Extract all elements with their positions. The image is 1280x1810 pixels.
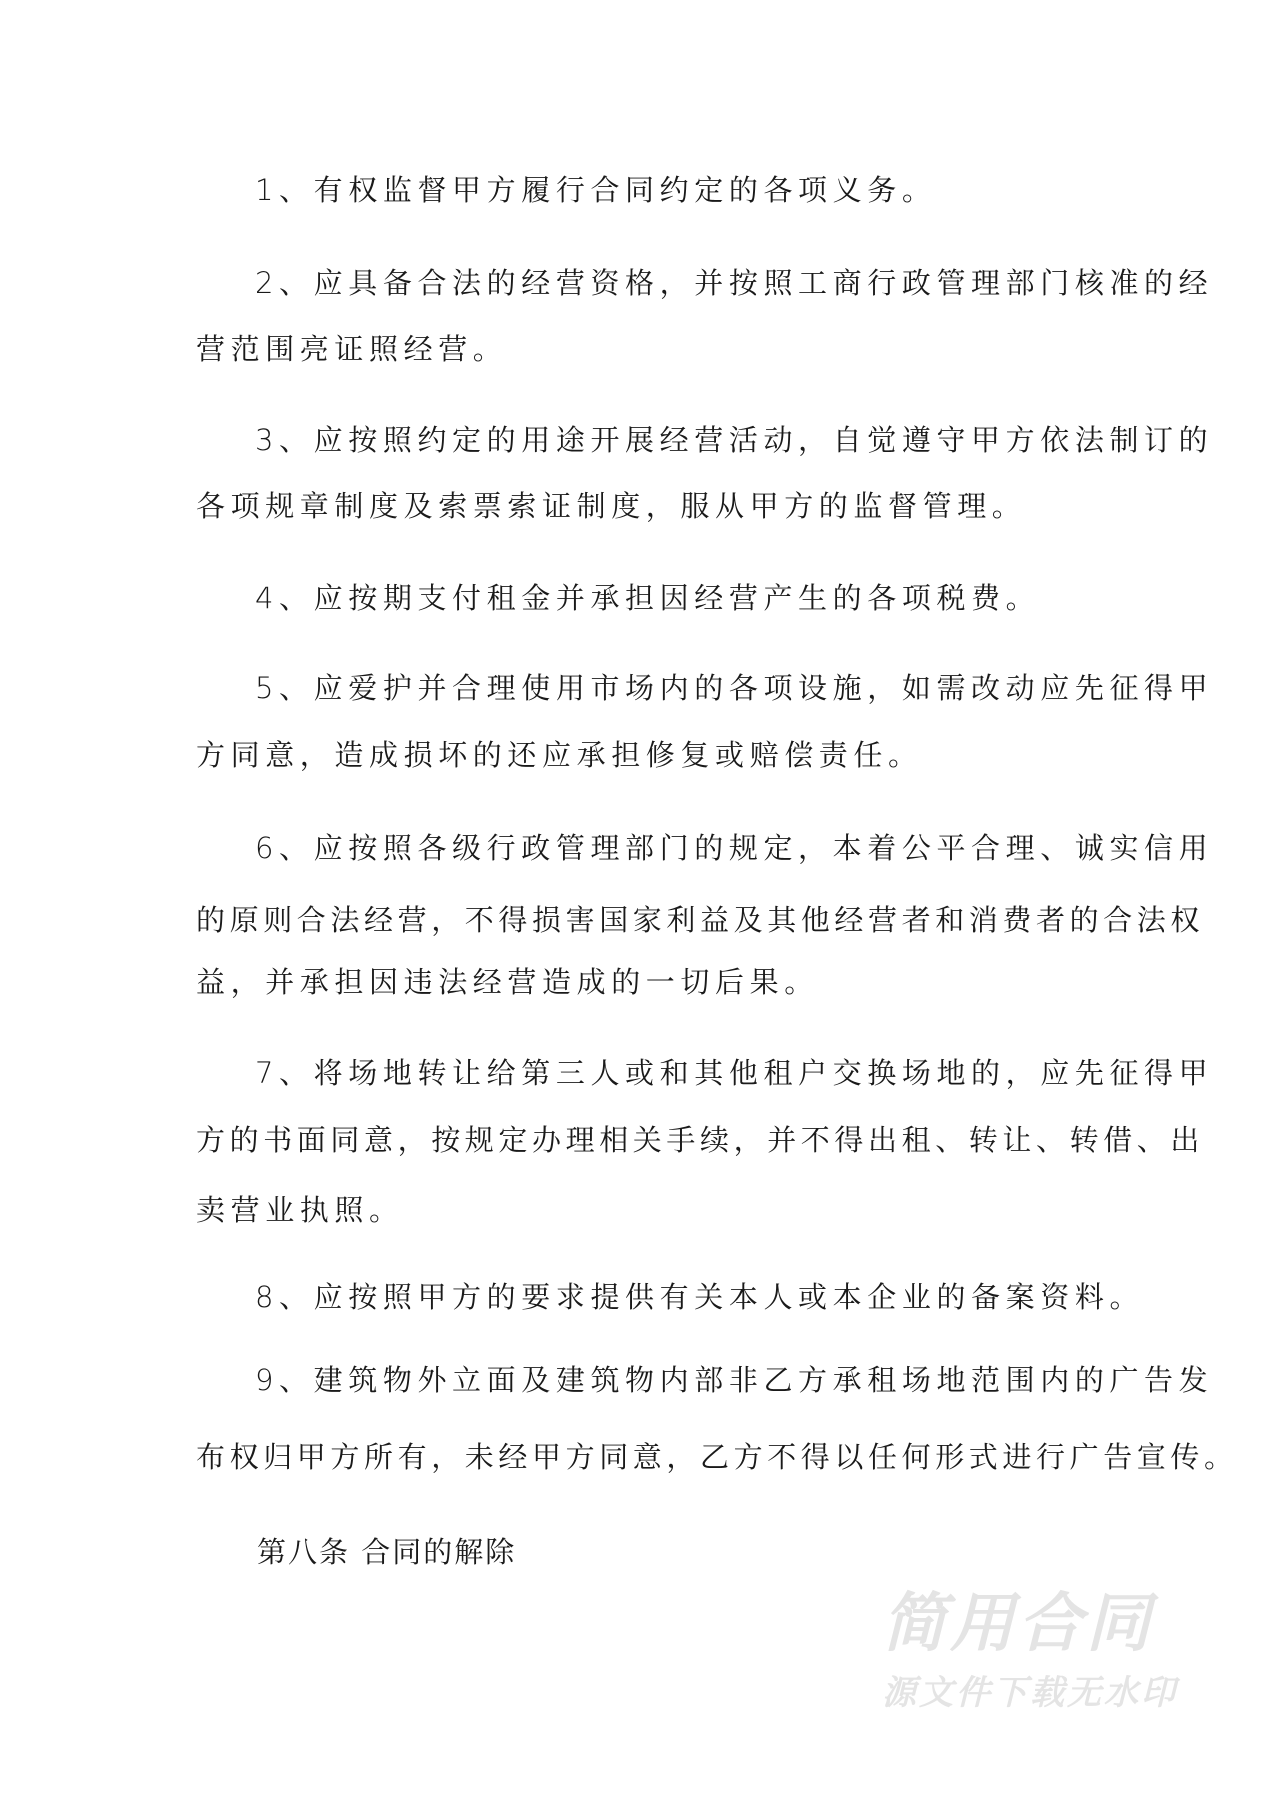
watermark-subtitle: 源文件下载无水印 bbox=[882, 1673, 1178, 1713]
watermark-title: 简用合同 bbox=[882, 1587, 1154, 1661]
paragraph-item-8-line-1: 8、应按照甲方的要求提供有关本人或本企业的备案资料。 bbox=[255, 1280, 1145, 1314]
paragraph-item-7-line-1: 7、将场地转让给第三人或和其他租户交换场地的，应先征得甲 bbox=[255, 1056, 1214, 1090]
paragraph-item-5-line-1: 5、应爱护并合理使用市场内的各项设施，如需改动应先征得甲 bbox=[255, 671, 1214, 705]
paragraph-item-6-line-1: 6、应按照各级行政管理部门的规定，本着公平合理、诚实信用 bbox=[255, 831, 1214, 865]
paragraph-item-7-line-3: 卖营业执照。 bbox=[196, 1193, 404, 1227]
paragraph-item-7-line-2: 方的书面同意，按规定办理相关手续，并不得出租、转让、转借、出 bbox=[196, 1123, 1205, 1157]
paragraph-item-2-line-1: 2、应具备合法的经营资格，并按照工商行政管理部门核准的经 bbox=[255, 266, 1214, 300]
paragraph-item-1-line-1: 1、有权监督甲方履行合同约定的各项义务。 bbox=[255, 173, 937, 207]
paragraph-item-9-line-1: 9、建筑物外立面及建筑物内部非乙方承租场地范围内的广告发 bbox=[255, 1363, 1214, 1397]
paragraph-item-9-line-2: 布权归甲方所有，未经甲方同意，乙方不得以任何形式进行广告宣传。 bbox=[196, 1440, 1238, 1474]
paragraph-item-4-line-1: 4、应按期支付租金并承担因经营产生的各项税费。 bbox=[255, 581, 1041, 615]
paragraph-item-3-line-2: 各项规章制度及索票索证制度，服从甲方的监督管理。 bbox=[196, 489, 1027, 523]
watermark bbox=[882, 1588, 1192, 1712]
paragraph-item-2-line-2: 营范围亮证照经营。 bbox=[196, 332, 508, 366]
paragraph-item-6-line-3: 益，并承担因违法经营造成的一切后果。 bbox=[196, 965, 819, 999]
paragraph-item-5-line-2: 方同意，造成损坏的还应承担修复或赔偿责任。 bbox=[196, 738, 923, 772]
paragraph-item-3-line-1: 3、应按照约定的用途开展经营活动，自觉遵守甲方依法制订的 bbox=[255, 423, 1214, 457]
section-heading: 第八条 合同的解除 bbox=[257, 1535, 517, 1569]
paragraph-item-6-line-2: 的原则合法经营，不得损害国家利益及其他经营者和消费者的合法权 bbox=[196, 903, 1205, 937]
